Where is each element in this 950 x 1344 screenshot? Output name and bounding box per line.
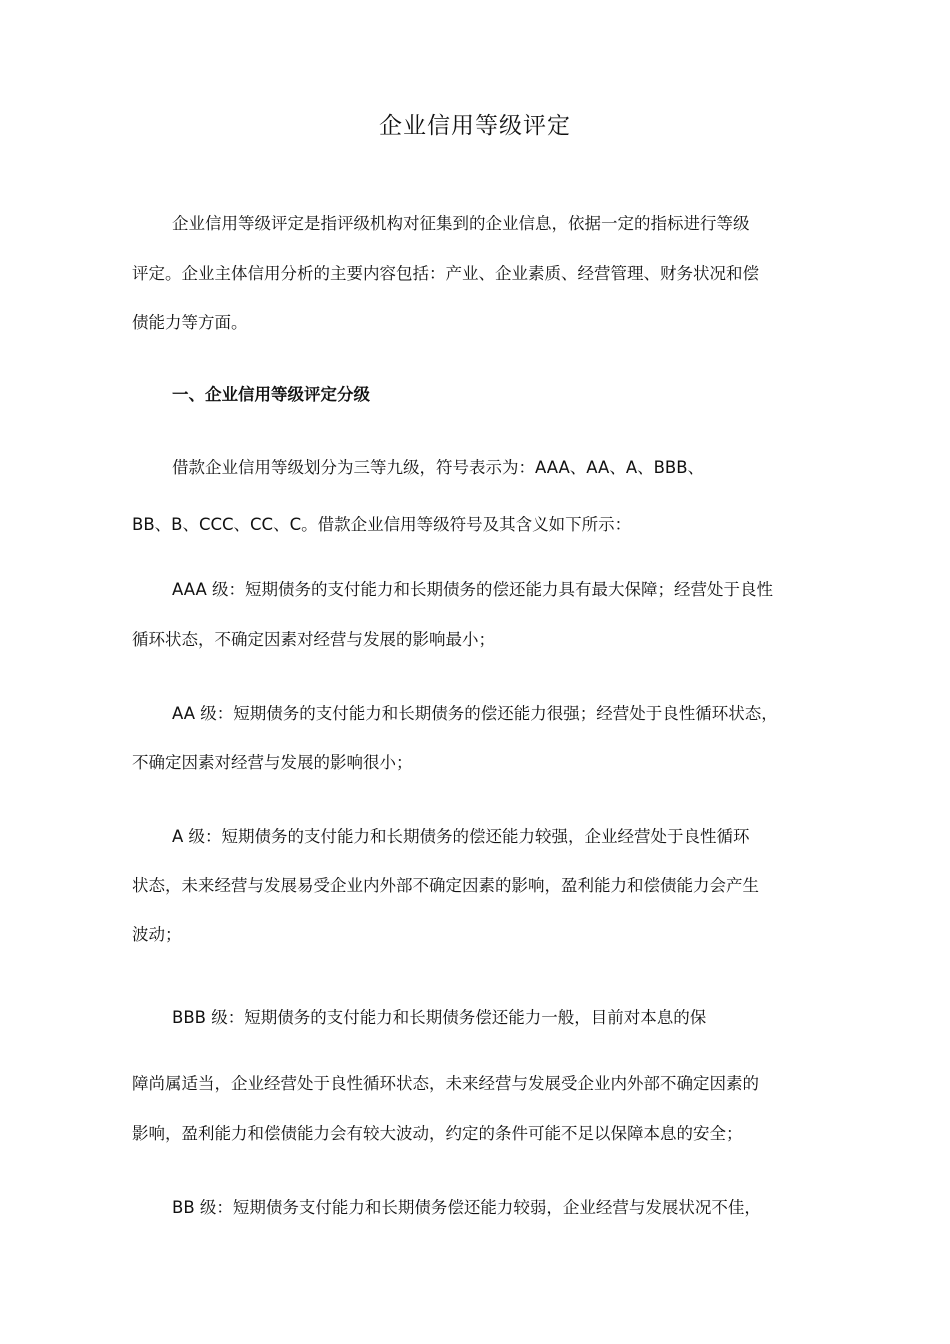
grades-line-2: BB、B、CCC、CC、C。借款企业信用等级符号及其含义如下所示： (132, 515, 632, 534)
bbb-line-2: 障尚属适当，企业经营处于良性循环状态，未来经营与发展受企业内外部不确定因素的 (132, 1074, 759, 1093)
intro-line-3: 债能力等方面。 (132, 313, 248, 332)
bbb-line-3: 影响，盈利能力和偿债能力会有较大波动，约定的条件可能不足以保障本息的安全； (132, 1124, 743, 1143)
intro-line-1: 企业信用等级评定是指评级机构对征集到的企业信息，依据一定的指标进行等级 (172, 214, 750, 233)
a-line-1: A 级：短期债务的支付能力和长期债务的偿还能力较强，企业经营处于良性循环 (172, 827, 750, 846)
a-line-2: 状态，未来经营与发展易受企业内外部不确定因素的影响，盈利能力和偿债能力会产生 (132, 876, 759, 895)
aa-line-2: 不确定因素对经营与发展的影响很小； (132, 753, 413, 772)
aaa-line-2: 循环状态，不确定因素对经营与发展的影响最小； (132, 630, 495, 649)
section-heading: 一、企业信用等级评定分级 (172, 385, 370, 404)
aaa-line-1: AAA 级：短期债务的支付能力和长期债务的偿还能力具有最大保障；经营处于良性 (172, 580, 774, 599)
intro-line-2: 评定。企业主体信用分析的主要内容包括：产业、企业素质、经营管理、财务状况和偿 (132, 264, 759, 283)
bbb-line-1: BBB 级：短期债务的支付能力和长期债务偿还能力一般，目前对本息的保 (172, 1008, 707, 1027)
a-line-3: 波动； (132, 925, 182, 944)
aa-line-1: AA 级：短期债务的支付能力和长期债务的偿还能力很强；经营处于良性循环状态， (172, 704, 778, 723)
grades-line-1: 借款企业信用等级划分为三等九级，符号表示为：AAA、AA、A、BBB、 (172, 458, 705, 477)
bb-line-1: BB 级：短期债务支付能力和长期债务偿还能力较弱，企业经营与发展状况不佳， (172, 1198, 761, 1217)
document-title: 企业信用等级评定 (379, 113, 571, 139)
